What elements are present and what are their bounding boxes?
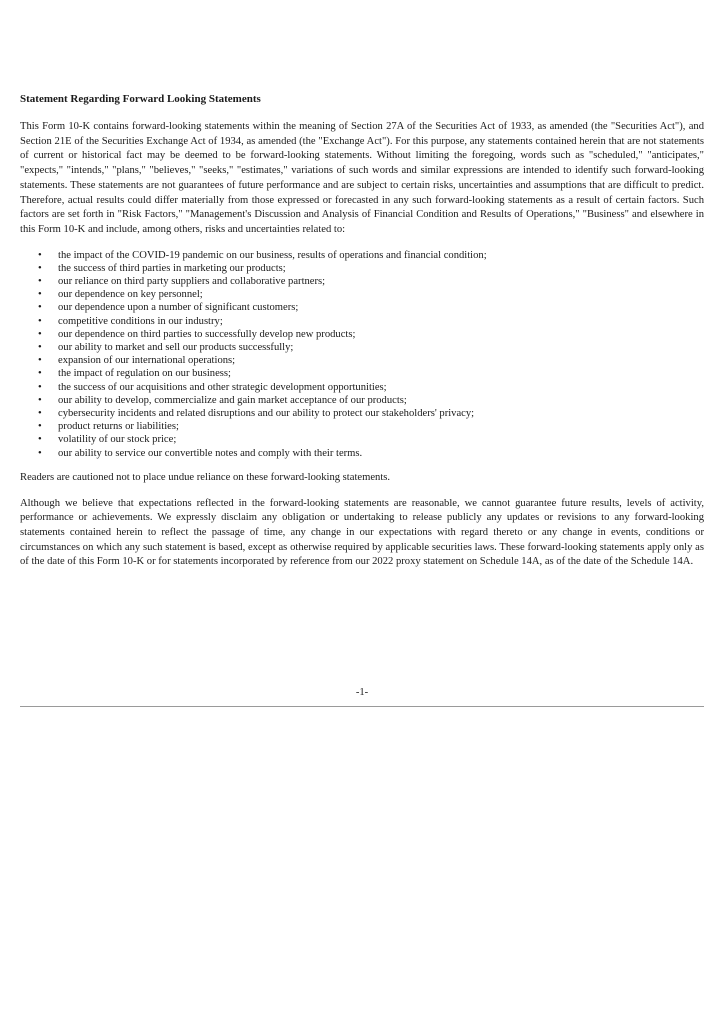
list-item (20, 341, 704, 354)
list-item-text: product returns or liabilities; (58, 421, 179, 433)
risk-factor-list (20, 249, 704, 460)
list-item-text: our ability to develop, commercialize and gain market acceptance of our products; (58, 394, 407, 406)
list-item (20, 447, 704, 460)
list-item-text: cybersecurity incidents and related disruptions and our ability to protect our stakeholders' privacy; (58, 408, 475, 420)
list-item (20, 301, 704, 314)
list-item (20, 394, 704, 407)
disclaimer-paragraph: Although we believe that expectations reflected in the forward-looking statements are reasonable, we cannot guarantee future results, levels of activity, performance or achievements. We expressly disclaim any obligation or undertaking to release publicly any updates or revisions to any forward-looking statements contained herein to reflect the passage of time, any change in our expectations with regard thereto or any change in events, conditions or circumstances on which any such statement is based, except as otherwise required by applicable securities laws. These forward-looking statements apply only as of the date of this Form 10-K or for statements incorporated by reference from our 2022 proxy statement on Schedule 14A, as of the date of the Schedule 14A. (20, 497, 704, 568)
bullet-icon: • (38, 421, 42, 433)
list-item-text: the success of our acquisitions and other strategic development opportunities; (58, 381, 387, 393)
bullet-icon: • (38, 368, 42, 380)
bullet-icon: • (38, 381, 42, 393)
list-item-text: volatility of our stock price; (58, 434, 177, 446)
list-item (20, 275, 704, 288)
bullet-icon: • (38, 315, 42, 327)
list-item (20, 433, 704, 446)
list-item (20, 249, 704, 262)
list-item (20, 407, 704, 420)
list-item-text: the impact of the COVID-19 pandemic on our business, results of operations and financial condition; (58, 249, 487, 261)
list-item (20, 328, 704, 341)
caution-paragraph: Readers are cautioned not to place undue reliance on these forward-looking statements. (20, 471, 391, 483)
list-item-text: the impact of regulation on our business; (58, 368, 231, 380)
list-item (20, 367, 704, 380)
list-item-text: expansion of our international operations; (58, 355, 236, 367)
list-item-text: our dependence upon a number of significant customers; (58, 302, 299, 314)
list-item-text: our ability to market and sell our products successfully; (58, 342, 294, 354)
list-item (20, 420, 704, 433)
bullet-icon: • (38, 276, 42, 288)
bullet-icon: • (38, 328, 42, 340)
list-item-text: our reliance on third party suppliers and collaborative partners; (58, 276, 326, 288)
list-item-text: competitive conditions in our industry; (58, 315, 223, 327)
list-item-text: our dependence on key personnel; (58, 289, 203, 301)
bullet-icon: • (38, 249, 42, 261)
bullet-icon: • (38, 394, 42, 406)
bullet-icon: • (38, 447, 42, 459)
page-divider (20, 706, 704, 707)
bullet-icon: • (38, 342, 42, 354)
list-item (20, 354, 704, 367)
list-item-text: our ability to service our convertible notes and comply with their terms. (58, 447, 363, 459)
list-item (20, 262, 704, 275)
list-item-text: the success of third parties in marketing our products; (58, 262, 286, 274)
page-number: -1- (355, 687, 369, 698)
list-item (20, 381, 704, 394)
section-heading: Statement Regarding Forward Looking Statements (20, 93, 261, 105)
list-item (20, 315, 704, 328)
bullet-icon: • (38, 302, 42, 314)
bullet-icon: • (38, 262, 42, 274)
list-item-text: our dependence on third parties to successfully develop new products; (58, 328, 356, 340)
intro-paragraph: This Form 10-K contains forward-looking statements within the meaning of Section 27A of the Securities Act of 1933, as amended (the "Securities Act"), and Section 21E of the Securities Exchange Act of 1934, as amended (the "Exchange Act"). For this purpose, any statements contained herein that are not statements of current or historical fact may be deemed to be forward-looking statements. Without limiting the foregoing, words such as "scheduled," "anticipates," "expects," "intends," "plans," "believes," "seeks," "estimates," variations of such words and similar expressions are intended to identify such forward-looking statements. These statements are not guarantees of future performance and are subject to certain risks, uncertainties and assumptions that are difficult to predict. Therefore, actual results could differ materially from those expressed or forecasted in any such forward-looking statements as a result of certain factors. Such factors are set forth in "Risk Factors," "Management's Discussion and Analysis of Financial Condition and Results of Operations," "Business" and elsewhere in this Form 10-K and include, among others, risks and uncertainties related to: (20, 121, 704, 235)
bullet-icon: • (38, 434, 42, 446)
list-item (20, 288, 704, 301)
bullet-icon: • (38, 289, 42, 301)
document-body (20, 92, 704, 581)
bullet-icon: • (38, 408, 42, 420)
bullet-icon: • (38, 355, 42, 367)
